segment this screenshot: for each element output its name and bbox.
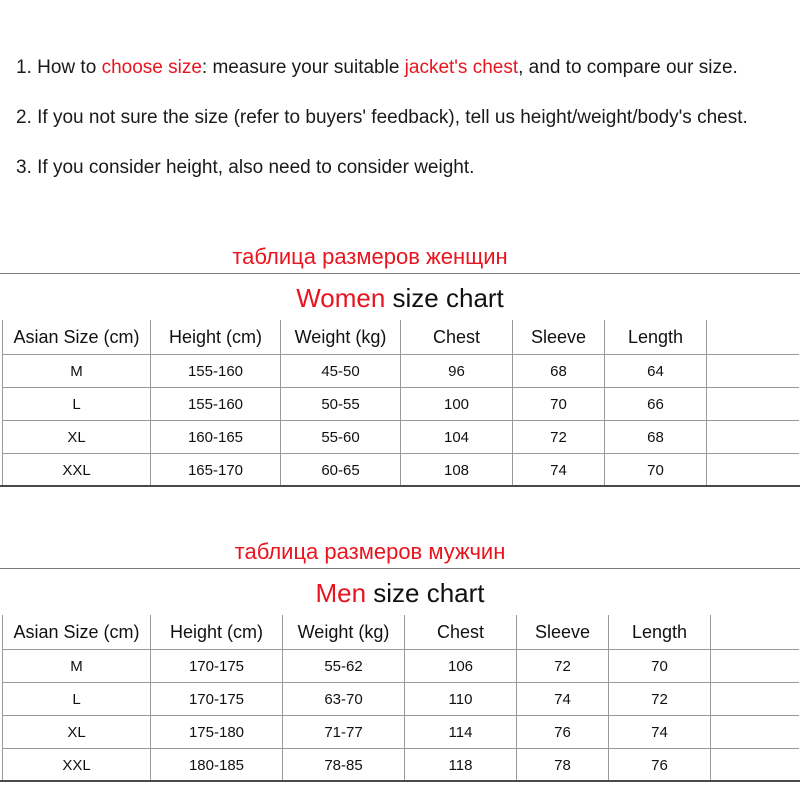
instruction-2: 2. If you not sure the size (refer to buyers' feedback), tell us height/weight/body's chest. [16,107,748,128]
table-row: XXL 165-170 60-65 108 74 70 [3,454,799,487]
jackets-chest-highlight: jacket's chest [404,57,519,78]
divider [0,568,800,569]
men-header-height: Height (cm) [151,615,283,650]
instruction-3: 3. If you consider height, also need to consider weight. [16,157,475,178]
women-ru-title: таблица размеров женщин [232,244,508,269]
men-header-weight: Weight (kg) [283,615,405,650]
men-chart-title: Men size chart [315,578,485,608]
women-chart-title: Women size chart [296,283,504,313]
divider [0,273,800,274]
table-row: M 170-175 55-62 106 72 70 [3,650,799,683]
women-header-height: Height (cm) [151,320,281,355]
table-row: L 170-175 63-70 110 74 72 [3,683,799,716]
choose-size-highlight: choose size [101,57,202,78]
table-row: XL 175-180 71-77 114 76 74 [3,716,799,749]
divider [0,780,800,782]
instruction-1: 1. How to choose size: measure your suitable jacket's chest, and to compare our size. [16,57,738,78]
men-size-table [2,615,799,782]
men-ru-title: таблица размеров мужчин [234,539,506,564]
table-row: XL 160-165 55-60 104 72 68 [3,421,799,454]
divider [0,485,800,487]
men-header-length: Length [609,615,711,650]
table-row: L 155-160 50-55 100 70 66 [3,388,799,421]
men-header-asian-size: Asian Size (cm) [3,615,151,650]
women-header-asian-size: Asian Size (cm) [3,320,151,355]
table-row: M 155-160 45-50 96 68 64 [3,355,799,388]
women-header-length: Length [605,320,707,355]
men-header-sleeve: Sleeve [517,615,609,650]
table-row: XXL 180-185 78-85 118 78 76 [3,749,799,782]
women-size-table [2,320,799,487]
men-header-chest: Chest [405,615,517,650]
women-header-chest: Chest [401,320,513,355]
women-header-weight: Weight (kg) [281,320,401,355]
women-header-sleeve: Sleeve [513,320,605,355]
